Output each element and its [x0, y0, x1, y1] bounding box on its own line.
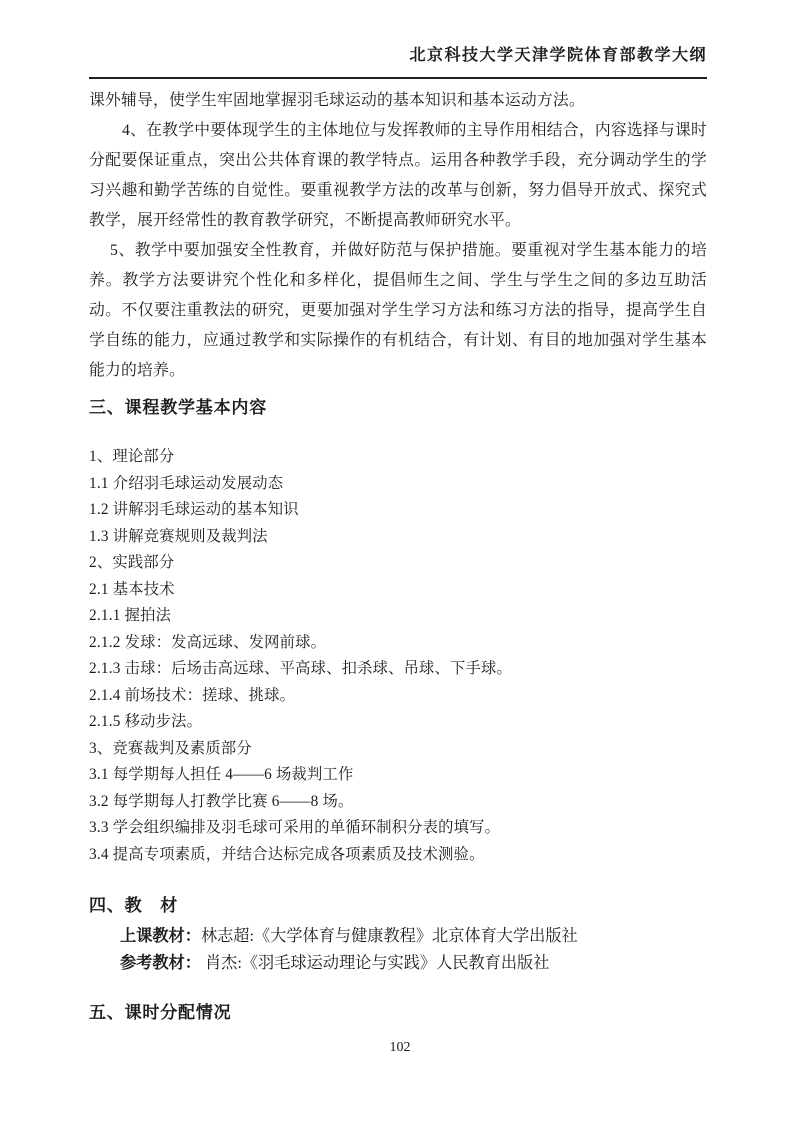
course-content-item: 2.1 基本技术	[89, 580, 175, 598]
header-rule	[89, 77, 707, 79]
textbook-row	[120, 923, 707, 950]
section-5-heading: 五、课时分配情况	[89, 1003, 232, 1022]
teaching-point-5-paragraph: 5、教学中要加强安全性教育，并做好防范与保护措施。要重视对学生基本能力的培养。教学方法要讲究个性化和多样化，提倡师生之间、学生与学生之间的多边互助活动。不仅要注重教法的研究，更要加强对学生学习方法和练习方法的指导，提高学生自学自练的能力，应通过教学和实际操作的有机结合，有计划、有目的地加强对学生基本能力的培养。	[89, 242, 707, 379]
course-content-item: 3.1 每学期每人担任 4——6 场裁判工作	[89, 766, 354, 783]
course-content-item: 1.2 讲解羽毛球运动的基本知识	[89, 501, 299, 518]
course-content-item: 3.3 学会组织编排及羽毛球可采用的单循环制积分表的填写。	[89, 819, 501, 836]
course-content-item: 1.1 介绍羽毛球运动发展动态	[89, 474, 284, 492]
course-content-item: 2.1.2 发球：发高远球、发网前球。	[89, 633, 327, 651]
course-content-item: 2.1.4 前场技术：搓球、挑球。	[89, 686, 296, 704]
page-number: 102	[389, 1040, 411, 1055]
course-content-item: 2.1.3 击球：后场击高远球、平高球、扣杀球、吊球、下手球。	[89, 660, 513, 677]
textbook-value: 林志超:《大学体育与健康教程》北京体育大学出版社	[200, 927, 578, 945]
course-content-item: 3、竞赛裁判及素质部分	[89, 739, 252, 757]
course-content-item: 2.1.5 移动步法。	[89, 713, 203, 730]
materials-block	[89, 923, 707, 977]
course-content-item: 3.2 每学期每人打教学比赛 6——8 场。	[89, 792, 354, 810]
section-3-heading: 三、课程教学基本内容	[89, 398, 267, 417]
reference-value: 肖杰:《羽毛球运动理论与实践》人民教育出版社	[200, 954, 550, 972]
reference-label: 参考教材：	[120, 954, 201, 972]
textbook-label: 上课教材：	[120, 927, 201, 945]
teaching-point-4-paragraph: 4、在教学中要体现学生的主体地位与发挥教师的主导作用相结合，内容选择与课时分配要保证重点，突出公共体育课的教学特点。运用各种教学手段，充分调动学生的学习兴趣和勤学苦练的自觉性。要重视教学方法的改革与创新，努力倡导开放式、探究式教学，展开经常性的教育教学研究，不断提高教师研究水平。	[89, 122, 707, 229]
page-content	[89, 45, 707, 1027]
course-content-item: 1.3 讲解竞赛规则及裁判法	[89, 527, 268, 545]
section-4-heading: 四、教 材	[89, 896, 178, 915]
course-content-item: 2.1.1 握拍法	[89, 607, 172, 624]
intro-paragraph: 课外辅导，使学生牢固地掌握羽毛球运动的基本知识和基本运动方法。	[89, 92, 585, 109]
page-header-title: 北京科技大学天津学院体育部教学大纲	[409, 47, 707, 64]
course-content-item: 3.4 提高专项素质，并结合达标完成各项素质及技术测验。	[89, 845, 485, 863]
course-content-list	[89, 444, 707, 868]
reference-row	[120, 950, 707, 977]
course-content-item: 2、实践部分	[89, 554, 175, 571]
course-content-item: 1、理论部分	[89, 448, 175, 465]
